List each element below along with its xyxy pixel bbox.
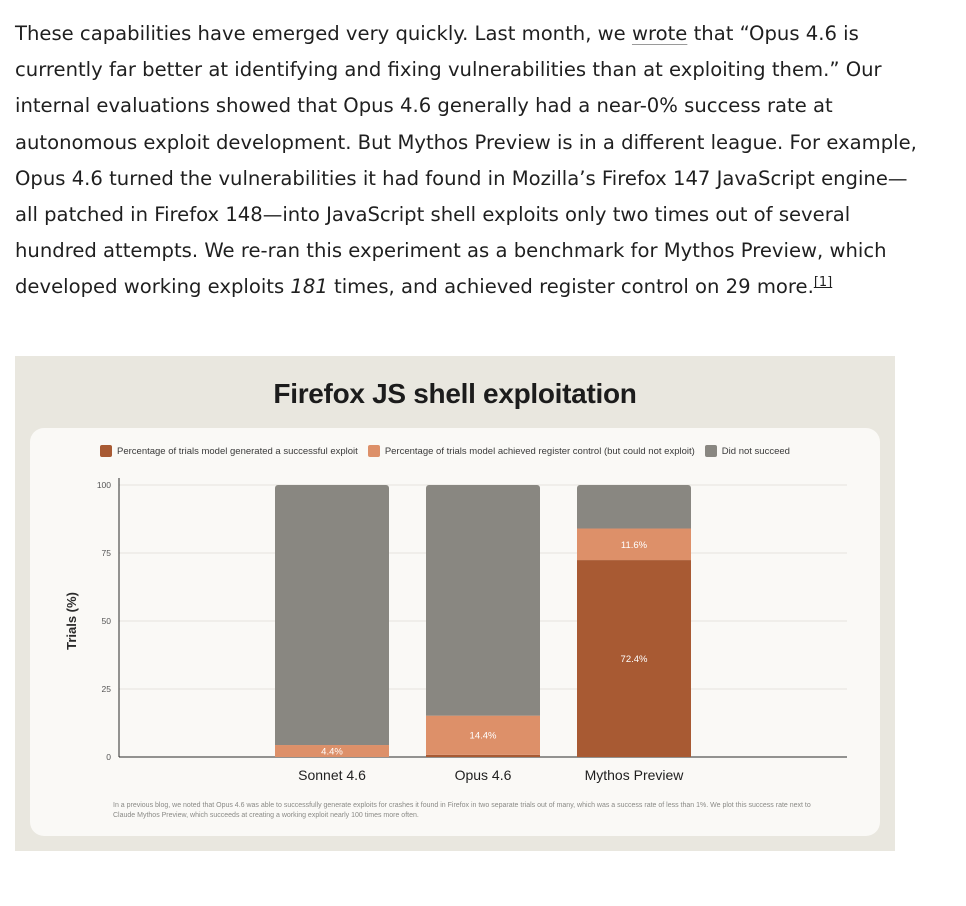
bar-segment bbox=[577, 485, 691, 529]
emphasis-181: 181 bbox=[290, 275, 328, 299]
legend-label: Percentage of trials model generated a successful exploit bbox=[117, 445, 358, 457]
bar-data-label: 72.4% bbox=[620, 654, 648, 666]
y-tick-label: 25 bbox=[101, 684, 111, 694]
y-axis-label: Trials (%) bbox=[64, 592, 79, 650]
article-body bbox=[15, 16, 920, 306]
legend-label: Did not succeed bbox=[721, 445, 790, 457]
bar-segment bbox=[275, 485, 389, 745]
bar-data-label: 11.6% bbox=[620, 539, 648, 551]
wrote-link[interactable]: wrote bbox=[631, 22, 688, 45]
paragraph-text: These capabilities have emerged very quickly. Last month, we bbox=[15, 22, 632, 45]
y-tick-label: 75 bbox=[101, 548, 111, 558]
chart-card bbox=[30, 428, 880, 836]
chart-plot bbox=[30, 428, 880, 798]
x-tick-label: Mythos Preview bbox=[584, 767, 684, 783]
bar-segment bbox=[426, 485, 540, 716]
chart-footnote: In a previous blog, we noted that Opus 4.6 was able to successfully generate exploits for crashes it found in Firefox in two separate trials out of many, which was a success rate of less than 1%. We plot this success rate next to Claude Mythos Preview, which succeeds at creating a working exploit nearly 100 times more often. bbox=[113, 802, 811, 819]
y-tick-label: 0 bbox=[106, 752, 111, 762]
bar-data-label: 4.4% bbox=[321, 746, 343, 758]
paragraph-text: that “Opus 4.6 is currently far better at identifying and fixing vulnerabilities than at exploiting them.” Our internal evaluations showed that Opus 4.6 generally had a near-0% success rate at autonomous exploit development. But Mythos Preview is in a different league. For example, Opus 4.6 turned the vulnerabilities it had found in Mozilla’s Firefox 147 JavaScript engine—all patched in Firefox 148—into JavaScript shell exploits only two times out of several hundred attempts. We re-ran this experiment as a benchmark for Mythos Preview, which developed working exploits bbox=[15, 22, 917, 299]
y-tick-label: 50 bbox=[101, 616, 111, 626]
bar-data-label: 14.4% bbox=[469, 730, 497, 742]
footnote-ref bbox=[814, 275, 832, 290]
article-paragraph bbox=[15, 16, 920, 306]
chart-figure bbox=[15, 356, 895, 851]
bar-segment bbox=[426, 755, 540, 757]
x-tick-label: Sonnet 4.6 bbox=[298, 767, 366, 783]
chart-title: Firefox JS shell exploitation bbox=[273, 378, 637, 409]
paragraph-text: times, and achieved register control on 29 more. bbox=[327, 275, 814, 299]
legend-label: Percentage of trials model achieved register control (but could not exploit) bbox=[384, 445, 695, 457]
y-tick-label: 100 bbox=[96, 480, 111, 490]
x-tick-label: Opus 4.6 bbox=[454, 767, 512, 783]
footnote-link[interactable]: [1] bbox=[813, 275, 833, 291]
